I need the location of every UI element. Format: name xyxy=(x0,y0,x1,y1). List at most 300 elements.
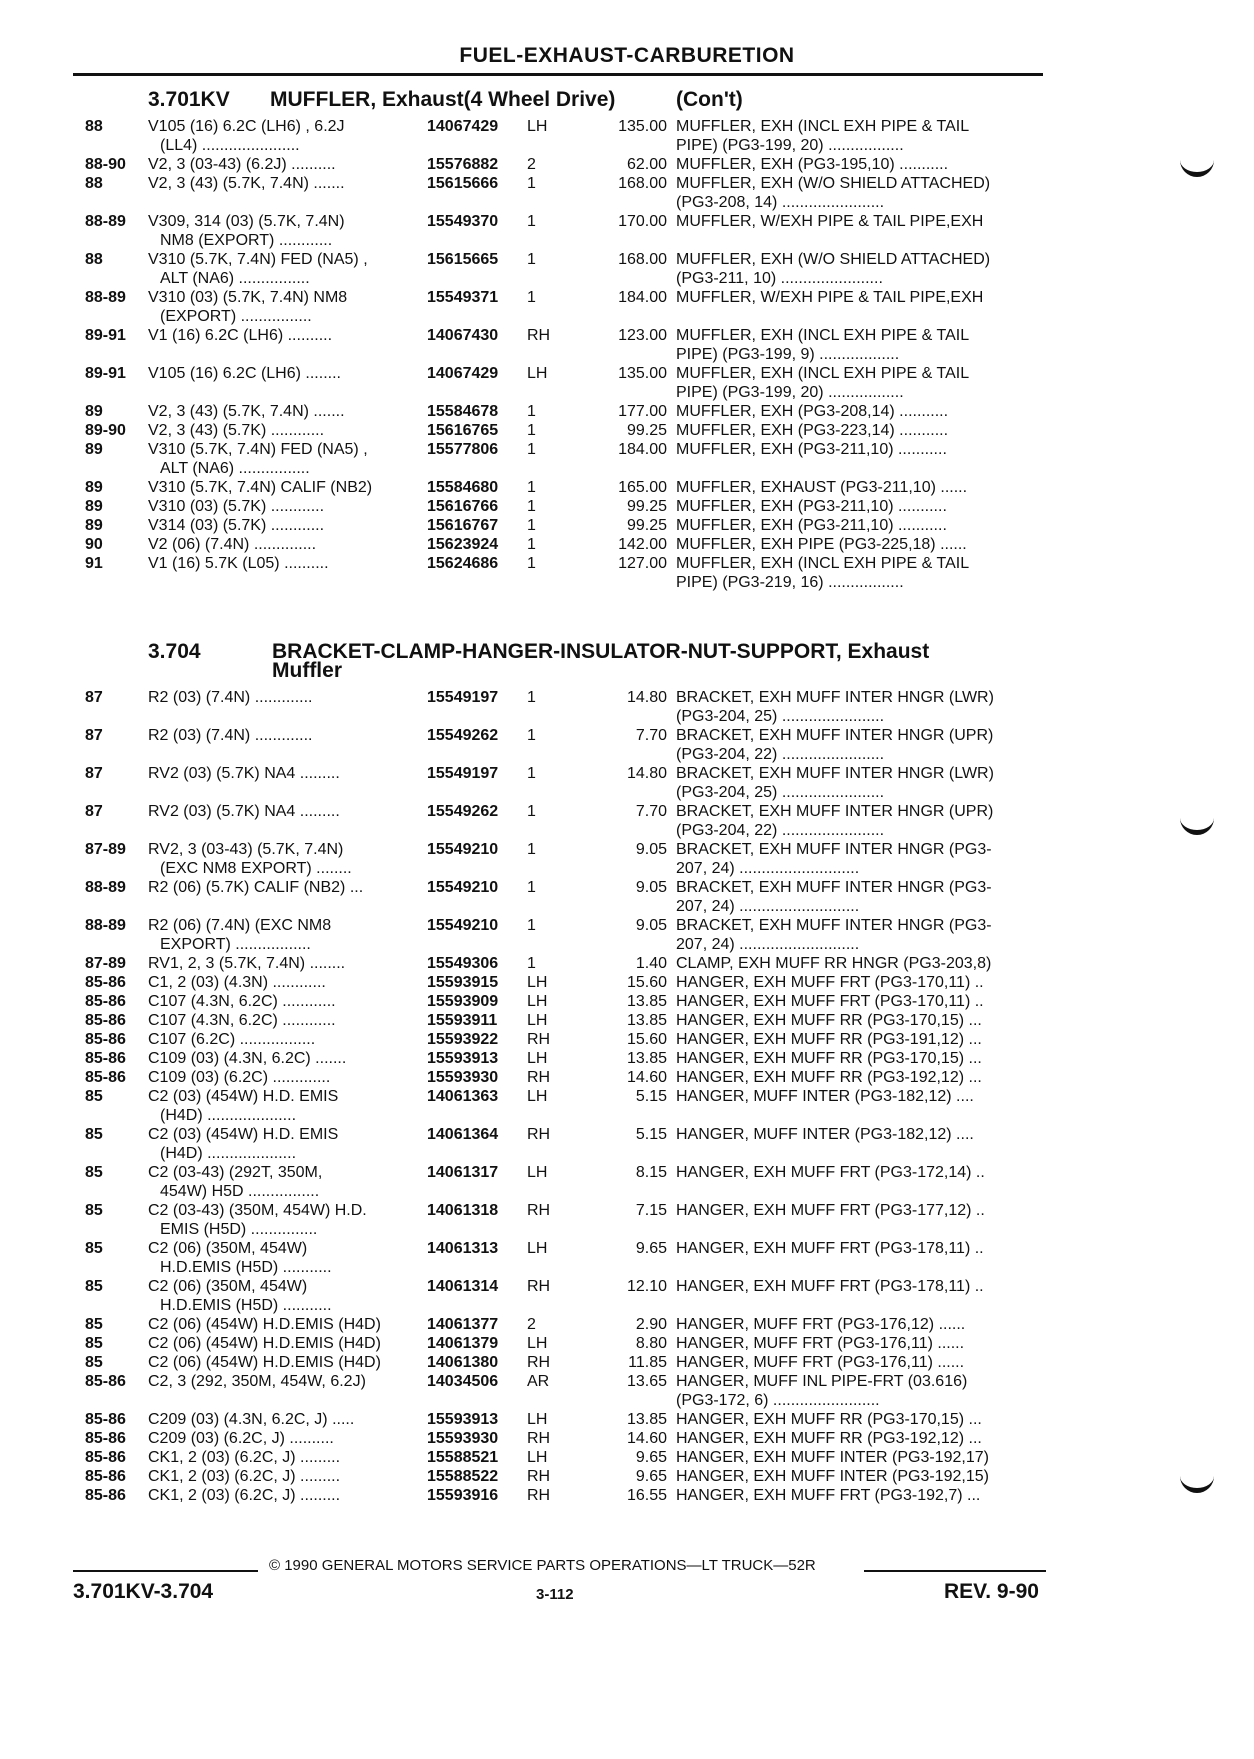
part-name-line: MUFFLER, EXH (PG3-211,10) ........... xyxy=(676,498,947,515)
application-description xyxy=(148,1448,340,1467)
part-name-line-2: 207, 24) ........................... xyxy=(676,898,860,915)
quantity: 1 xyxy=(527,879,536,896)
price: 2.90 xyxy=(635,1316,667,1333)
part-name xyxy=(676,402,948,421)
application-line: C109 (03) (4.3N, 6.2C) ....... xyxy=(148,1050,347,1067)
part-name-line: BRACKET, EXH MUFF INTER HNGR (UPR) xyxy=(676,803,994,820)
table-row xyxy=(85,1011,1045,1030)
model-year: 88-89 xyxy=(85,879,126,896)
part-name-line: BRACKET, EXH MUFF INTER HNGR (LWR) xyxy=(676,765,994,782)
part-number: 15624686 xyxy=(427,555,499,572)
part-number: 15549306 xyxy=(427,955,499,972)
price: 14.60 xyxy=(626,1430,667,1447)
quantity: RH xyxy=(527,1126,551,1143)
quantity: RH xyxy=(527,1354,551,1371)
part-number: 15623924 xyxy=(427,536,499,553)
application-description xyxy=(148,402,345,421)
table-row xyxy=(85,1163,1045,1201)
price: 135.00 xyxy=(618,365,667,382)
quantity: 2 xyxy=(527,156,536,173)
application-line: V314 (03) (5.7K) ............ xyxy=(148,517,325,534)
table-row xyxy=(85,516,1045,535)
application-line: V310 (5.7K, 7.4N) FED (NA5) , xyxy=(148,441,368,458)
application-description xyxy=(148,1030,315,1049)
application-line: C109 (03) (6.2C) ............. xyxy=(148,1069,331,1086)
price: 8.15 xyxy=(635,1164,667,1181)
part-number: 15593930 xyxy=(427,1430,499,1447)
part-number: 15584678 xyxy=(427,403,499,420)
model-year: 85-86 xyxy=(85,974,126,991)
table-row xyxy=(85,1372,1045,1410)
table-row xyxy=(85,726,1045,764)
footer-rule-right xyxy=(864,1570,1046,1572)
table-row xyxy=(85,478,1045,497)
application-line: C2 (03) (454W) H.D. EMIS xyxy=(148,1088,339,1105)
part-name xyxy=(676,1429,982,1448)
model-year: 88-89 xyxy=(85,289,126,306)
application-description xyxy=(148,554,329,573)
table-row xyxy=(85,973,1045,992)
part-number: 15593913 xyxy=(427,1411,499,1428)
part-name-line-2: 207, 24) ........................... xyxy=(676,936,860,953)
footer-section-range: 3.701KV-3.704 xyxy=(73,1580,214,1603)
footer-copyright: © 1990 GENERAL MOTORS SERVICE PARTS OPERATIONS—LT TRUCK—52R xyxy=(269,1557,816,1574)
model-year: 85-86 xyxy=(85,1373,126,1390)
part-number: 15593916 xyxy=(427,1487,499,1504)
part-name-line: HANGER, EXH MUFF FRT (PG3-178,11) .. xyxy=(676,1278,984,1295)
part-number: 15593911 xyxy=(427,1012,498,1029)
price: 14.60 xyxy=(626,1069,667,1086)
price: 9.05 xyxy=(635,879,667,896)
part-name xyxy=(676,326,969,364)
quantity: 1 xyxy=(527,251,536,268)
part-number: 14061317 xyxy=(427,1164,499,1181)
section-heading-title: BRACKET-CLAMP-HANGER-INSULATOR-NUT-SUPPORT, Exhaust xyxy=(272,640,930,663)
price: 9.05 xyxy=(635,917,667,934)
part-name-line: BRACKET, EXH MUFF INTER HNGR (PG3- xyxy=(676,917,992,934)
part-name-line: HANGER, EXH MUFF RR (PG3-192,12) ... xyxy=(676,1069,982,1086)
part-number: 14061313 xyxy=(427,1240,499,1257)
price: 5.15 xyxy=(635,1126,667,1143)
table-row xyxy=(85,174,1045,212)
quantity: 1 xyxy=(527,917,536,934)
price: 13.85 xyxy=(626,1012,667,1029)
part-name-line: HANGER, EXH MUFF RR (PG3-170,15) ... xyxy=(676,1411,982,1428)
table-row xyxy=(85,1429,1045,1448)
application-line-2: 454W) H5D ................ xyxy=(160,1183,320,1200)
table-row xyxy=(85,117,1045,155)
model-year: 85 xyxy=(85,1126,103,1143)
part-number: 15593922 xyxy=(427,1031,499,1048)
application-line: C107 (4.3N, 6.2C) ............ xyxy=(148,1012,336,1029)
application-line: V2, 3 (03-43) (6.2J) .......... xyxy=(148,156,336,173)
part-name-line-2: PIPE) (PG3-199, 20) ................. xyxy=(676,384,904,401)
application-description xyxy=(148,1410,354,1429)
part-number: 14061379 xyxy=(427,1335,499,1352)
parts-list xyxy=(85,688,1045,1505)
part-number: 15593915 xyxy=(427,974,499,991)
quantity: RH xyxy=(527,1278,551,1295)
price: 184.00 xyxy=(618,289,667,306)
application-line: V105 (16) 6.2C (LH6) ........ xyxy=(148,365,341,382)
part-name xyxy=(676,1277,984,1296)
application-line: CK1, 2 (03) (6.2C, J) ......... xyxy=(148,1449,341,1466)
application-description xyxy=(148,1087,338,1125)
table-row xyxy=(85,1448,1045,1467)
model-year: 89 xyxy=(85,498,103,515)
model-year: 85-86 xyxy=(85,1069,126,1086)
price: 9.05 xyxy=(635,841,667,858)
part-name xyxy=(676,1315,965,1334)
application-line: V2, 3 (43) (5.7K) ............ xyxy=(148,422,325,439)
application-line: CK1, 2 (03) (6.2C, J) ......... xyxy=(148,1487,341,1504)
part-number: 15593930 xyxy=(427,1069,499,1086)
model-year: 89 xyxy=(85,403,103,420)
part-number: 14061318 xyxy=(427,1202,499,1219)
model-year: 87 xyxy=(85,803,103,820)
part-name-line: HANGER, EXH MUFF RR (PG3-192,12) ... xyxy=(676,1430,982,1447)
table-row xyxy=(85,155,1045,174)
part-name xyxy=(676,1163,985,1182)
price: 12.10 xyxy=(626,1278,667,1295)
price: 168.00 xyxy=(618,175,667,192)
part-number: 14067429 xyxy=(427,365,499,382)
part-name xyxy=(676,973,984,992)
table-row xyxy=(85,992,1045,1011)
part-name xyxy=(676,516,947,535)
quantity: 1 xyxy=(527,727,536,744)
part-name xyxy=(676,1068,982,1087)
price: 7.15 xyxy=(635,1202,667,1219)
application-description xyxy=(148,1239,332,1277)
application-line: R2 (03) (7.4N) ............. xyxy=(148,689,313,706)
price: 184.00 xyxy=(618,441,667,458)
table-row xyxy=(85,1201,1045,1239)
model-year: 87 xyxy=(85,765,103,782)
application-line: C2 (03-43) (350M, 454W) H.D. xyxy=(148,1202,367,1219)
part-name-line-2: (PG3-172, 6) ........................ xyxy=(676,1392,880,1409)
part-number: 15616766 xyxy=(427,498,499,515)
table-row xyxy=(85,554,1045,592)
table-row xyxy=(85,364,1045,402)
part-name-line-2: 207, 24) ........................... xyxy=(676,860,860,877)
application-line: C2 (03) (454W) H.D. EMIS xyxy=(148,1126,339,1143)
binder-hole xyxy=(1180,808,1214,835)
binder-hole xyxy=(1180,150,1214,177)
part-name xyxy=(676,840,992,878)
price: 9.65 xyxy=(635,1240,667,1257)
table-row xyxy=(85,212,1045,250)
table-row xyxy=(85,1486,1045,1505)
part-name-line: MUFFLER, W/EXH PIPE & TAIL PIPE,EXH xyxy=(676,213,984,230)
part-name xyxy=(676,1239,984,1258)
part-name-line: CLAMP, EXH MUFF RR HNGR (PG3-203,8) xyxy=(676,955,992,972)
application-description xyxy=(148,1486,340,1505)
title-rule xyxy=(73,73,1043,76)
part-name-line: HANGER, EXH MUFF FRT (PG3-170,11) .. xyxy=(676,993,984,1010)
model-year: 85 xyxy=(85,1240,103,1257)
application-description xyxy=(148,1049,346,1068)
part-name xyxy=(676,1448,989,1467)
part-name xyxy=(676,1201,985,1220)
part-name-line: HANGER, EXH MUFF RR (PG3-170,15) ... xyxy=(676,1012,982,1029)
model-year: 85 xyxy=(85,1164,103,1181)
part-number: 15549262 xyxy=(427,727,499,744)
price: 123.00 xyxy=(618,327,667,344)
part-name xyxy=(676,1410,982,1429)
application-description xyxy=(148,1467,340,1486)
table-row xyxy=(85,1315,1045,1334)
application-line-2: (H4D) .................... xyxy=(160,1145,297,1162)
table-row xyxy=(85,1049,1045,1068)
part-name-line: MUFFLER, EXH (PG3-211,10) ........... xyxy=(676,517,947,534)
model-year: 87-89 xyxy=(85,955,126,972)
quantity: LH xyxy=(527,1050,548,1067)
price: 168.00 xyxy=(618,251,667,268)
application-line: C209 (03) (6.2C, J) .......... xyxy=(148,1430,334,1447)
part-name-line: HANGER, MUFF FRT (PG3-176,11) ...... xyxy=(676,1354,965,1371)
quantity: RH xyxy=(527,1430,551,1447)
quantity: 1 xyxy=(527,289,536,306)
part-name-line: HANGER, EXH MUFF INTER (PG3-192,17) xyxy=(676,1449,989,1466)
price: 13.85 xyxy=(626,1411,667,1428)
part-number: 14067429 xyxy=(427,118,499,135)
part-name xyxy=(676,1011,982,1030)
application-line: R2 (06) (5.7K) CALIF (NB2) ... xyxy=(148,879,364,896)
application-line: C2 (06) (454W) H.D.EMIS (H4D) xyxy=(148,1316,381,1333)
table-row xyxy=(85,1353,1045,1372)
application-description xyxy=(148,1125,338,1163)
part-name-line: BRACKET, EXH MUFF INTER HNGR (PG3- xyxy=(676,841,992,858)
part-name xyxy=(676,1353,964,1372)
quantity: 1 xyxy=(527,689,536,706)
application-line: V310 (5.7K, 7.4N) CALIF (NB2) xyxy=(148,479,373,496)
model-year: 85-86 xyxy=(85,1050,126,1067)
table-row xyxy=(85,1030,1045,1049)
quantity: LH xyxy=(527,1240,548,1257)
model-year: 85-86 xyxy=(85,1449,126,1466)
part-name-line: HANGER, EXH MUFF FRT (PG3-192,7) ... xyxy=(676,1487,981,1504)
part-name-line-2: PIPE) (PG3-199, 9) .................. xyxy=(676,346,900,363)
application-line: RV2 (03) (5.7K) NA4 ......... xyxy=(148,765,340,782)
table-row xyxy=(85,1467,1045,1486)
part-name-line: MUFFLER, EXH (W/O SHIELD ATTACHED) xyxy=(676,251,991,268)
part-name-line: HANGER, EXH MUFF FRT (PG3-177,12) .. xyxy=(676,1202,985,1219)
part-name xyxy=(676,440,947,459)
application-line: C107 (4.3N, 6.2C) ............ xyxy=(148,993,336,1010)
part-name xyxy=(676,288,983,307)
quantity: 1 xyxy=(527,175,536,192)
price: 127.00 xyxy=(618,555,667,572)
part-name xyxy=(676,764,994,802)
price: 165.00 xyxy=(618,479,667,496)
application-description xyxy=(148,1315,381,1334)
model-year: 88 xyxy=(85,251,103,268)
section-heading-num: 3.704 xyxy=(148,640,201,663)
application-line-2: H.D.EMIS (H5D) ........... xyxy=(160,1259,332,1276)
application-description xyxy=(148,174,345,193)
model-year: 85-86 xyxy=(85,993,126,1010)
part-name-line: HANGER, MUFF INTER (PG3-182,12) .... xyxy=(676,1088,974,1105)
page-title: FUEL-EXHAUST-CARBURETION xyxy=(459,44,795,67)
quantity: 1 xyxy=(527,765,536,782)
model-year: 88-89 xyxy=(85,213,126,230)
quantity: LH xyxy=(527,1449,548,1466)
part-name-line-2: (PG3-204, 22) ....................... xyxy=(676,822,885,839)
revision: REV. 9-90 xyxy=(944,1580,1039,1603)
application-line: RV2 (03) (5.7K) NA4 ......... xyxy=(148,803,340,820)
price: 1.40 xyxy=(635,955,667,972)
part-name xyxy=(676,1030,982,1049)
application-description xyxy=(148,421,324,440)
model-year: 85-86 xyxy=(85,1487,126,1504)
table-row xyxy=(85,1087,1045,1125)
model-year: 90 xyxy=(85,536,103,553)
application-description xyxy=(148,364,341,383)
price: 142.00 xyxy=(618,536,667,553)
part-number: 15549197 xyxy=(427,765,499,782)
part-name-line: MUFFLER, EXHAUST (PG3-211,10) ...... xyxy=(676,479,968,496)
quantity: LH xyxy=(527,993,548,1010)
part-name xyxy=(676,1087,974,1106)
part-number: 15593909 xyxy=(427,993,499,1010)
quantity: 1 xyxy=(527,555,536,572)
price: 7.70 xyxy=(635,727,667,744)
part-number: 15616767 xyxy=(427,517,499,534)
part-name-line: HANGER, EXH MUFF INTER (PG3-192,15) xyxy=(676,1468,989,1485)
price: 99.25 xyxy=(626,498,667,515)
price: 99.25 xyxy=(626,517,667,534)
price: 11.85 xyxy=(628,1354,667,1371)
part-name xyxy=(676,212,983,231)
part-name xyxy=(676,878,992,916)
application-description xyxy=(148,1163,322,1201)
application-line-2: NM8 (EXPORT) ............ xyxy=(160,232,333,249)
application-line: V1 (16) 6.2C (LH6) .......... xyxy=(148,327,333,344)
quantity: LH xyxy=(527,974,548,991)
table-row xyxy=(85,688,1045,726)
part-number: 14067430 xyxy=(427,327,499,344)
part-name xyxy=(676,478,967,497)
application-description xyxy=(148,117,345,155)
application-line: V2, 3 (43) (5.7K, 7.4N) ....... xyxy=(148,175,345,192)
application-line: C2 (06) (350M, 454W) xyxy=(148,1240,308,1257)
model-year: 88 xyxy=(85,118,103,135)
model-year: 85 xyxy=(85,1278,103,1295)
price: 9.65 xyxy=(635,1449,667,1466)
part-name-line-2: (PG3-204, 22) ....................... xyxy=(676,746,885,763)
application-description xyxy=(148,973,326,992)
table-row xyxy=(85,878,1045,916)
price: 13.85 xyxy=(626,1050,667,1067)
model-year: 88-89 xyxy=(85,917,126,934)
model-year: 85 xyxy=(85,1202,103,1219)
part-name-line: MUFFLER, EXH (PG3-223,14) ........... xyxy=(676,422,949,439)
part-name xyxy=(676,1049,982,1068)
part-name xyxy=(676,155,948,174)
part-number: 15549210 xyxy=(427,879,499,896)
part-name xyxy=(676,364,969,402)
part-name xyxy=(676,497,947,516)
part-name-line: HANGER, MUFF FRT (PG3-176,11) ...... xyxy=(676,1335,965,1352)
price: 170.00 xyxy=(618,213,667,230)
part-number: 14061364 xyxy=(427,1126,499,1143)
part-name-line: BRACKET, EXH MUFF INTER HNGR (LWR) xyxy=(676,689,994,706)
table-row xyxy=(85,421,1045,440)
model-year: 85-86 xyxy=(85,1031,126,1048)
table-row xyxy=(85,1410,1045,1429)
table-row xyxy=(85,288,1045,326)
application-description xyxy=(148,250,368,288)
table-row xyxy=(85,1068,1045,1087)
model-year: 87-89 xyxy=(85,841,126,858)
part-number: 15588521 xyxy=(427,1449,499,1466)
part-name xyxy=(676,1334,964,1353)
model-year: 88 xyxy=(85,175,103,192)
application-description xyxy=(148,688,312,707)
quantity: LH xyxy=(527,1012,548,1029)
application-description xyxy=(148,878,363,897)
quantity: RH xyxy=(527,1487,551,1504)
part-name xyxy=(676,954,991,973)
price: 9.65 xyxy=(635,1468,667,1485)
part-number: 14061363 xyxy=(427,1088,499,1105)
quantity: RH xyxy=(527,1031,551,1048)
part-number: 15584680 xyxy=(427,479,499,496)
part-name-line-2: (PG3-204, 25) ....................... xyxy=(676,784,885,801)
part-name-line: HANGER, MUFF INTER (PG3-182,12) .... xyxy=(676,1126,974,1143)
part-name-line-2: (PG3-211, 10) ....................... xyxy=(676,270,883,287)
section-heading-extra: (Con't) xyxy=(676,88,743,111)
application-line-2: (EXPORT) ................ xyxy=(160,308,312,325)
model-year: 85-86 xyxy=(85,1468,126,1485)
application-description xyxy=(148,726,312,745)
part-name-line: HANGER, EXH MUFF RR (PG3-191,12) ... xyxy=(676,1031,982,1048)
part-name-line: MUFFLER, EXH (INCL EXH PIPE & TAIL xyxy=(676,118,970,135)
application-line: C2 (06) (454W) H.D.EMIS (H4D) xyxy=(148,1354,381,1371)
part-name-line: HANGER, EXH MUFF FRT (PG3-172,14) .. xyxy=(676,1164,985,1181)
price: 13.65 xyxy=(626,1373,667,1390)
part-name xyxy=(676,992,984,1011)
part-number: 15615666 xyxy=(427,175,499,192)
quantity: RH xyxy=(527,1202,551,1219)
quantity: 1 xyxy=(527,213,536,230)
quantity: 1 xyxy=(527,803,536,820)
part-name-line: BRACKET, EXH MUFF INTER HNGR (PG3- xyxy=(676,879,992,896)
application-description xyxy=(148,764,340,783)
part-name-line: MUFFLER, EXH (PG3-211,10) ........... xyxy=(676,441,947,458)
application-line-2: EXPORT) ................. xyxy=(160,936,311,953)
application-description xyxy=(148,802,340,821)
table-row xyxy=(85,402,1045,421)
part-name-line: MUFFLER, EXH (W/O SHIELD ATTACHED) xyxy=(676,175,991,192)
application-line-2: (EXC NM8 EXPORT) ........ xyxy=(160,860,352,877)
application-description xyxy=(148,1372,366,1391)
quantity: AR xyxy=(527,1373,550,1390)
model-year: 87 xyxy=(85,727,103,744)
price: 62.00 xyxy=(626,156,667,173)
price: 7.70 xyxy=(635,803,667,820)
application-line-2: ALT (NA6) ................ xyxy=(160,270,310,287)
part-name xyxy=(676,117,969,155)
model-year: 89-90 xyxy=(85,422,126,439)
quantity: 1 xyxy=(527,403,536,420)
quantity: RH xyxy=(527,327,551,344)
application-line: C2 (06) (350M, 454W) xyxy=(148,1278,308,1295)
price: 15.60 xyxy=(626,974,667,991)
application-description xyxy=(148,1429,334,1448)
application-description xyxy=(148,155,336,174)
